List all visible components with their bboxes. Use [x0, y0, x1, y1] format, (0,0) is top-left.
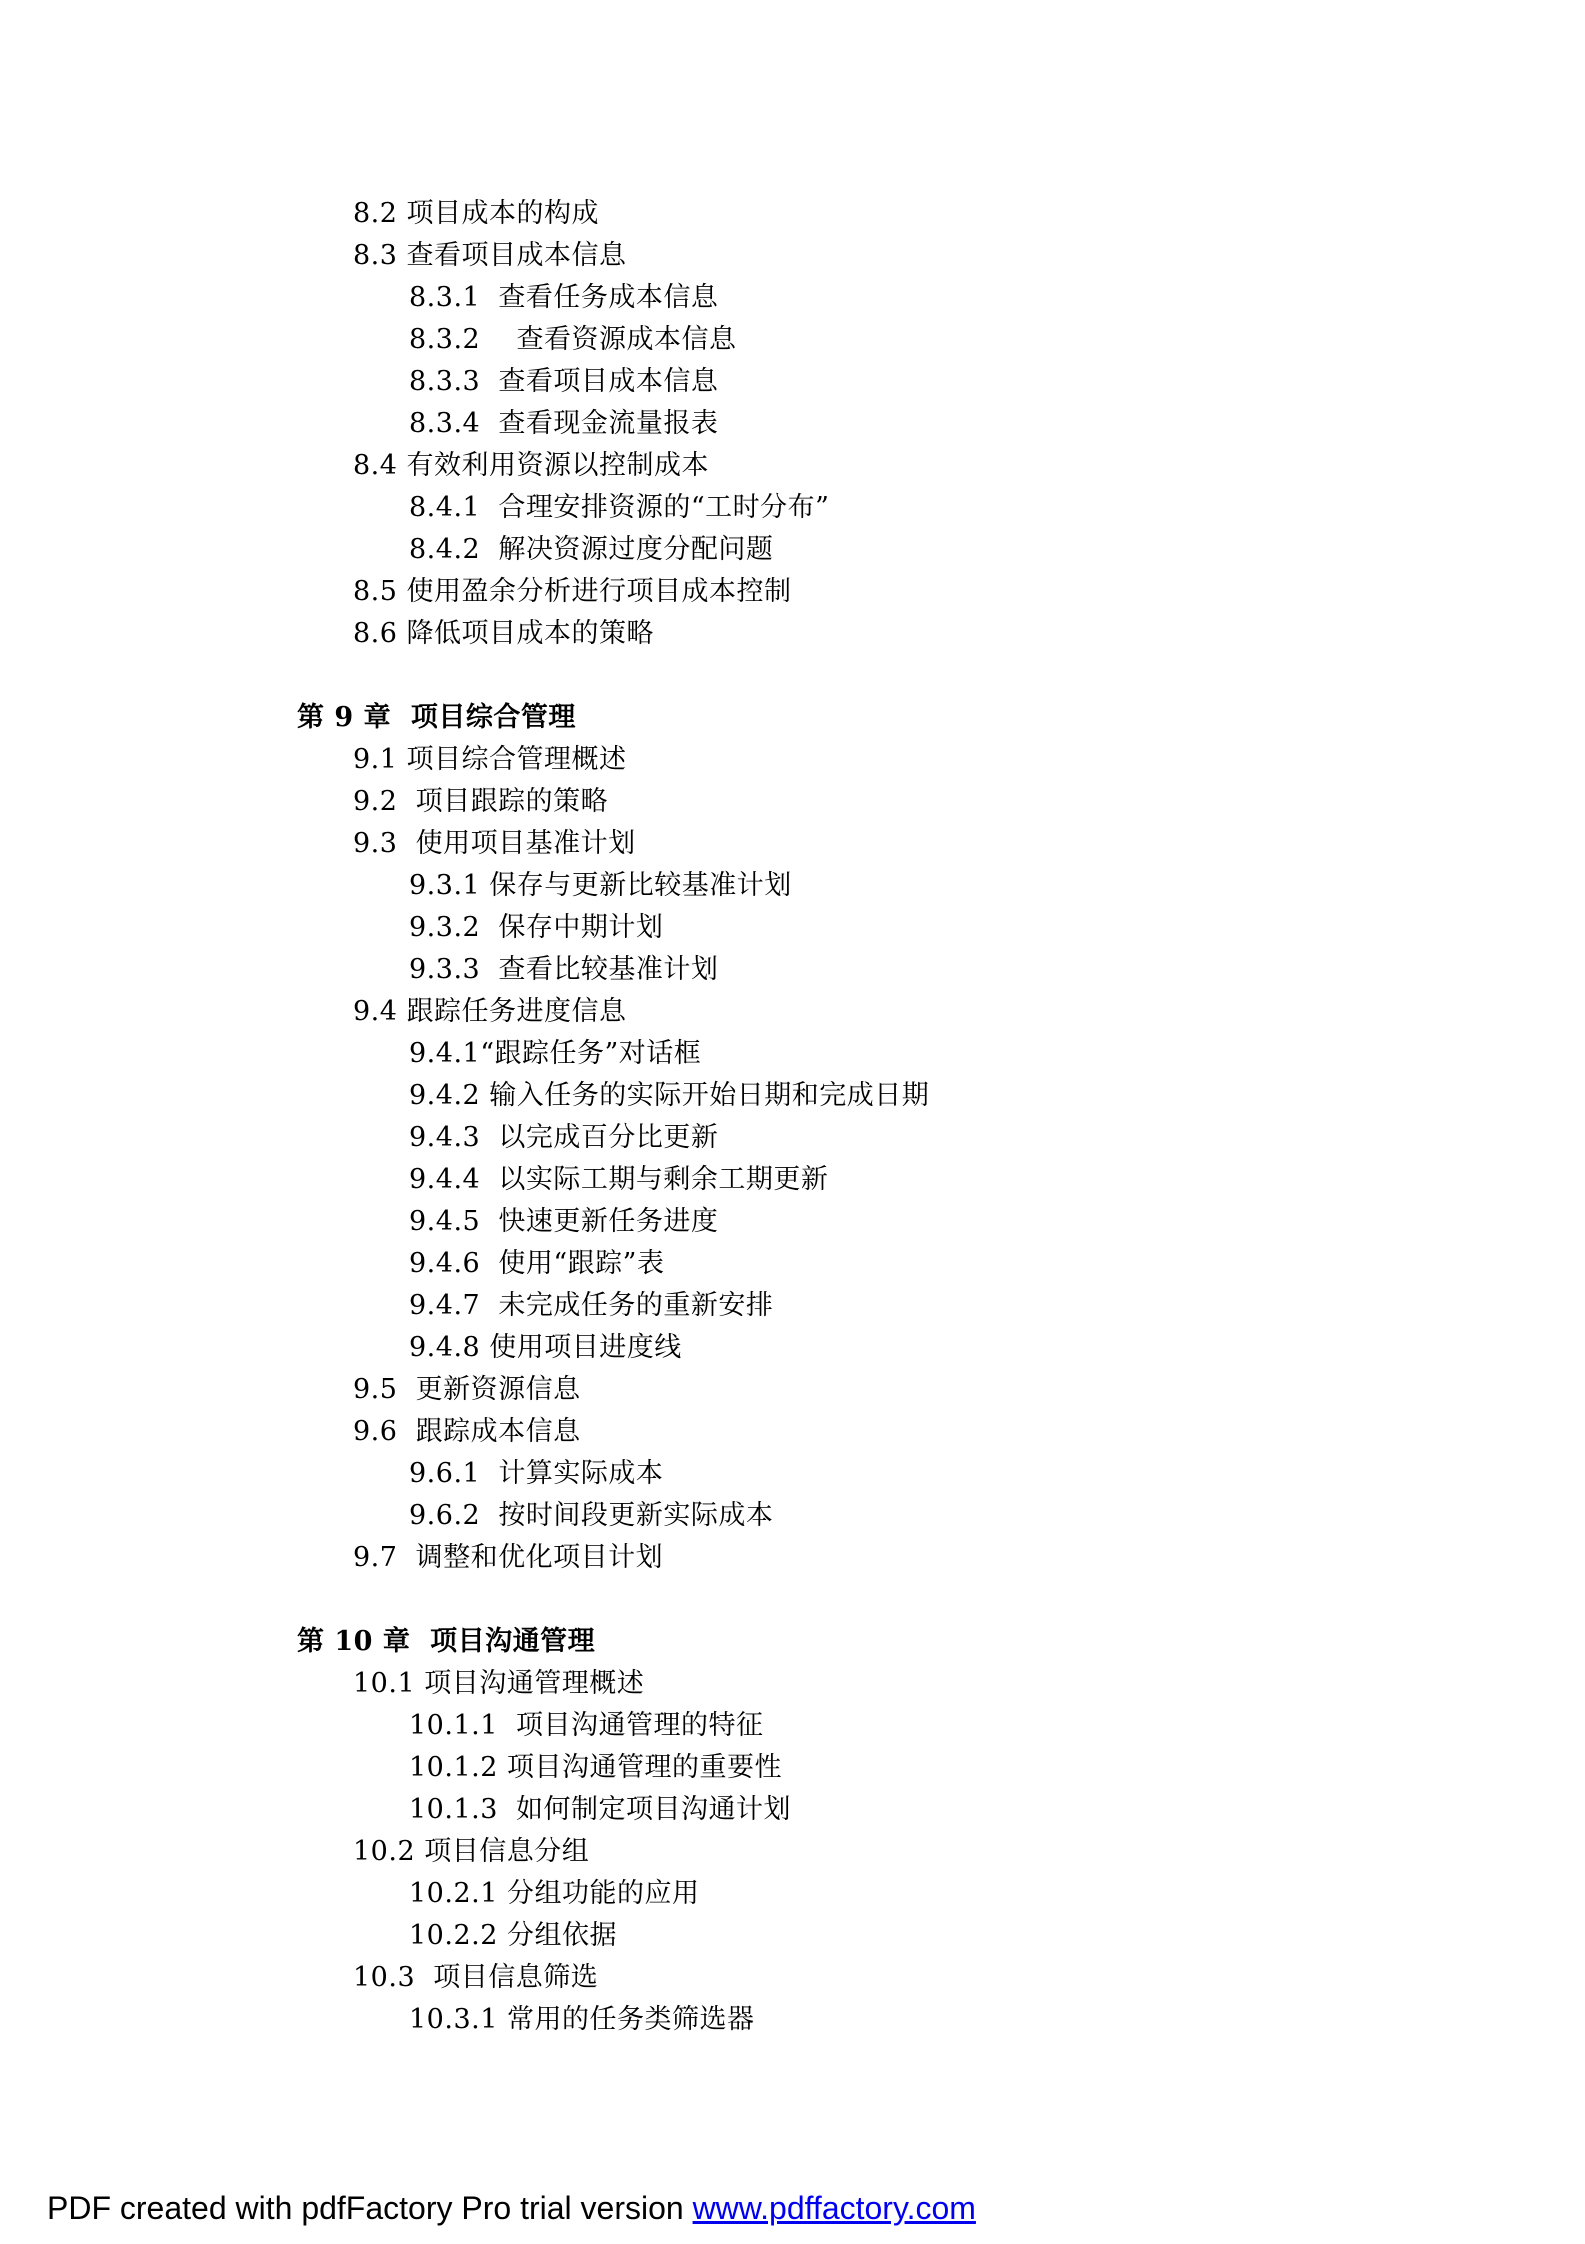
- toc-entry: 9.4.3 以完成百分比更新: [409, 1122, 719, 1153]
- toc-entry: 10.2 项目信息分组: [353, 1836, 590, 1867]
- toc-entry: 8.3.3 查看项目成本信息: [409, 366, 719, 397]
- toc-entry: 8.2 项目成本的构成: [353, 198, 600, 229]
- toc-entry: 10.1.1 项目沟通管理的特征: [409, 1710, 764, 1741]
- toc-entry: 8.3.1 查看任务成本信息: [409, 282, 719, 313]
- toc-entry: 9.4.5 快速更新任务进度: [409, 1206, 719, 1237]
- toc-entry: 10.2.2 分组依据: [409, 1920, 617, 1951]
- toc-entry: 9.4.6 使用“跟踪”表: [409, 1248, 665, 1279]
- toc-entry: 8.4.1 合理安排资源的“工时分布”: [409, 492, 830, 523]
- footer-text: PDF created with pdfFactory Pro trial version: [47, 2190, 693, 2226]
- toc-entry: 9.1 项目综合管理概述: [353, 744, 627, 775]
- toc-entry: 8.3.2 查看资源成本信息: [409, 324, 737, 355]
- toc-entry: 9.2 项目跟踪的策略: [353, 786, 609, 817]
- toc-entry: 9.3.2 保存中期计划: [409, 912, 664, 943]
- toc-entry: 8.6 降低项目成本的策略: [353, 618, 655, 649]
- toc-entry: 9.3.3 查看比较基准计划: [409, 954, 719, 985]
- toc-entry: 8.3.4 查看现金流量报表: [409, 408, 719, 439]
- toc-entry: 8.3 查看项目成本信息: [353, 240, 627, 271]
- toc-entry: 9.4.2 输入任务的实际开始日期和完成日期: [409, 1080, 930, 1111]
- toc-entry: 9.4.8 使用项目进度线: [409, 1332, 682, 1363]
- toc-entry: 9.6.1 计算实际成本: [409, 1458, 664, 1489]
- toc-entry: 9.7 调整和优化项目计划: [353, 1542, 664, 1573]
- toc-entry: 9.6.2 按时间段更新实际成本: [409, 1500, 774, 1531]
- toc-entry: 10.2.1 分组功能的应用: [409, 1878, 700, 1909]
- toc-entry: 10.1.3 如何制定项目沟通计划: [409, 1794, 792, 1825]
- pdffactory-link[interactable]: www.pdffactory.com: [692, 2190, 976, 2226]
- toc-entry: 9.4.7 未完成任务的重新安排: [409, 1290, 774, 1321]
- toc-entry: 9.4.1“跟踪任务”对话框: [409, 1038, 702, 1069]
- toc-entry: 9.5 更新资源信息: [353, 1374, 581, 1405]
- toc-entry: 9.4 跟踪任务进度信息: [353, 996, 627, 1027]
- toc-entry: 8.4 有效利用资源以控制成本: [353, 450, 710, 481]
- toc-entry: 10.1 项目沟通管理概述: [353, 1668, 645, 1699]
- toc-entry: 9.3 使用项目基准计划: [353, 828, 636, 859]
- toc-entry: 10.3.1 常用的任务类筛选器: [409, 2004, 755, 2035]
- pdf-footer: [47, 2188, 976, 2228]
- toc-entry: 8.4.2 解决资源过度分配问题: [409, 534, 774, 565]
- toc-entry: 10.3 项目信息筛选: [353, 1962, 599, 1993]
- toc-entry: 9.6 跟踪成本信息: [353, 1416, 581, 1447]
- chapter-heading: 第 9 章 项目综合管理: [297, 702, 576, 733]
- chapter-heading: 第 10 章 项目沟通管理: [297, 1626, 596, 1657]
- toc-entry: 10.1.2 项目沟通管理的重要性: [409, 1752, 782, 1783]
- toc-entry: 9.3.1 保存与更新比较基准计划: [409, 870, 792, 901]
- toc-entry: 9.4.4 以实际工期与剩余工期更新: [409, 1164, 829, 1195]
- toc-entry: 8.5 使用盈余分析进行项目成本控制: [353, 576, 792, 607]
